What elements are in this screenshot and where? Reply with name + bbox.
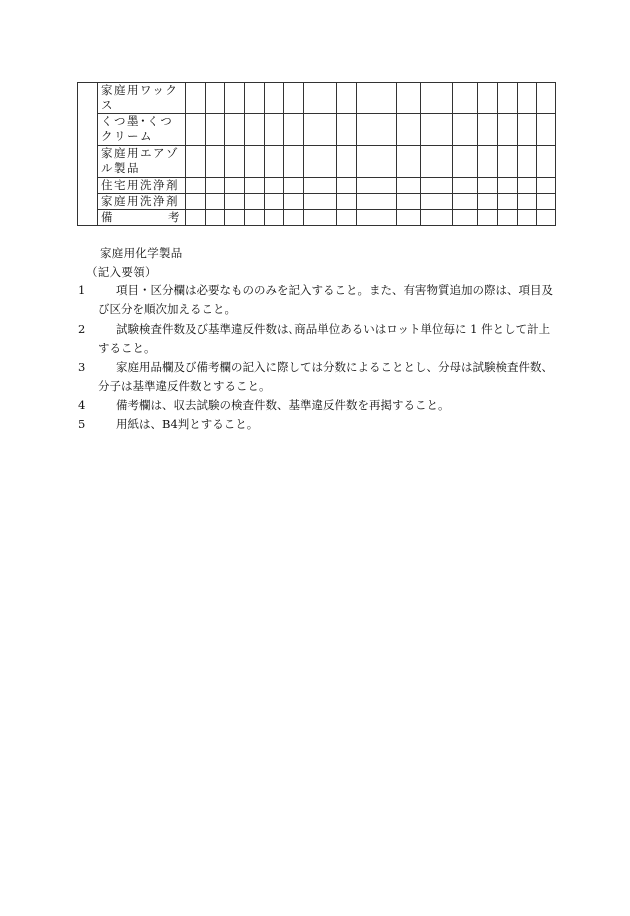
data-cell[interactable]	[397, 178, 421, 194]
data-cell[interactable]	[518, 194, 537, 210]
data-cell[interactable]	[421, 194, 453, 210]
data-cell[interactable]	[284, 194, 304, 210]
data-cell[interactable]	[453, 194, 478, 210]
data-cell[interactable]	[518, 210, 537, 226]
data-cell[interactable]	[206, 83, 225, 114]
note-number: 4	[78, 398, 86, 412]
data-cell[interactable]	[537, 146, 556, 178]
row-label: 家庭用ワックス	[98, 83, 186, 114]
row-label: 家庭用洗浄剤	[98, 194, 186, 210]
data-cell[interactable]	[498, 210, 518, 226]
notes-heading: （記入要領）	[86, 265, 157, 279]
data-cell[interactable]	[206, 178, 225, 194]
inspection-table	[77, 82, 556, 226]
data-cell[interactable]	[453, 146, 478, 178]
data-cell[interactable]	[537, 114, 556, 146]
data-cell[interactable]	[357, 210, 397, 226]
data-cell[interactable]	[537, 194, 556, 210]
data-cell[interactable]	[537, 210, 556, 226]
data-cell[interactable]	[357, 194, 397, 210]
data-cell[interactable]	[304, 83, 337, 114]
data-cell[interactable]	[186, 178, 206, 194]
data-cell[interactable]	[284, 83, 304, 114]
data-cell[interactable]	[304, 114, 337, 146]
data-cell[interactable]	[498, 114, 518, 146]
data-cell[interactable]	[206, 114, 225, 146]
data-cell[interactable]	[421, 83, 453, 114]
data-cell[interactable]	[284, 114, 304, 146]
data-cell[interactable]	[225, 210, 245, 226]
note-item	[78, 358, 558, 396]
note-text: 用紙は、B4判とすること。	[116, 417, 259, 431]
table-row	[78, 146, 556, 178]
category-cell	[78, 83, 98, 226]
data-cell[interactable]	[337, 210, 357, 226]
data-cell[interactable]	[186, 83, 206, 114]
note-number: 3	[78, 360, 86, 374]
data-cell[interactable]	[265, 146, 284, 178]
data-cell[interactable]	[186, 194, 206, 210]
note-number: 1	[78, 283, 86, 297]
row-label: 家庭用エアゾル製品	[98, 146, 186, 178]
note-item	[78, 396, 558, 415]
data-cell[interactable]	[284, 178, 304, 194]
row-label	[98, 210, 186, 226]
data-cell[interactable]	[478, 178, 498, 194]
data-cell[interactable]	[337, 83, 357, 114]
row-label: 住宅用洗浄剤	[98, 178, 186, 194]
data-cell[interactable]	[498, 194, 518, 210]
data-cell[interactable]	[421, 146, 453, 178]
data-cell[interactable]	[284, 210, 304, 226]
data-cell[interactable]	[397, 114, 421, 146]
data-cell[interactable]	[225, 83, 245, 114]
data-cell[interactable]	[397, 210, 421, 226]
data-cell[interactable]	[337, 146, 357, 178]
row-label: くつ墨･くつクリーム	[98, 114, 186, 146]
caption: 家庭用化学製品	[100, 246, 183, 260]
data-cell[interactable]	[206, 210, 225, 226]
data-cell[interactable]	[337, 194, 357, 210]
data-cell[interactable]	[206, 146, 225, 178]
data-cell[interactable]	[478, 210, 498, 226]
data-cell[interactable]	[453, 83, 478, 114]
note-number: 2	[78, 322, 86, 336]
data-cell[interactable]	[265, 83, 284, 114]
data-cell[interactable]	[245, 178, 265, 194]
data-cell[interactable]	[225, 146, 245, 178]
data-cell[interactable]	[265, 114, 284, 146]
data-cell[interactable]	[284, 146, 304, 178]
table-row	[78, 210, 556, 226]
data-cell[interactable]	[397, 83, 421, 114]
note-text: 備考欄は、収去試験の検査件数、基準違反件数を再掲すること。	[116, 398, 450, 412]
data-cell[interactable]	[421, 178, 453, 194]
data-cell[interactable]	[498, 83, 518, 114]
data-cell[interactable]	[478, 146, 498, 178]
table-row	[78, 83, 556, 114]
data-cell[interactable]	[421, 210, 453, 226]
data-cell[interactable]	[206, 194, 225, 210]
note-text: 試験検査件数及び基準違反件数は､商品単位あるいはロット単位毎に 1 件として計上すること。	[98, 322, 551, 355]
data-cell[interactable]	[265, 194, 284, 210]
data-cell[interactable]	[518, 178, 537, 194]
data-cell[interactable]	[225, 114, 245, 146]
data-cell[interactable]	[478, 83, 498, 114]
data-cell[interactable]	[337, 178, 357, 194]
remarks-label-2: 考	[168, 210, 181, 224]
data-cell[interactable]	[337, 114, 357, 146]
data-cell[interactable]	[498, 146, 518, 178]
data-cell[interactable]	[245, 146, 265, 178]
data-cell[interactable]	[245, 83, 265, 114]
data-cell[interactable]	[245, 210, 265, 226]
table-row	[78, 194, 556, 210]
data-cell[interactable]	[453, 114, 478, 146]
note-text: 項目・区分欄は必要なもののみを記入すること。また、有害物質追加の際は、項目及び区分を順次加えること。	[98, 283, 553, 316]
data-cell[interactable]	[186, 114, 206, 146]
data-cell[interactable]	[186, 210, 206, 226]
note-text: 家庭用品欄及び備考欄の記入に際しては分数によることとし、分母は試験検査件数、分子は基準違反件数とすること。	[98, 360, 553, 393]
data-cell[interactable]	[304, 210, 337, 226]
data-cell[interactable]	[357, 114, 397, 146]
data-cell[interactable]	[225, 194, 245, 210]
note-number: 5	[78, 417, 86, 431]
data-cell[interactable]	[397, 146, 421, 178]
data-cell[interactable]	[304, 178, 337, 194]
note-item	[78, 320, 558, 358]
data-cell[interactable]	[537, 83, 556, 114]
data-cell[interactable]	[225, 178, 245, 194]
data-cell[interactable]	[304, 146, 337, 178]
data-cell[interactable]	[478, 114, 498, 146]
data-cell[interactable]	[304, 194, 337, 210]
data-cell[interactable]	[453, 178, 478, 194]
data-cell[interactable]	[518, 83, 537, 114]
data-cell[interactable]	[478, 194, 498, 210]
data-cell[interactable]	[537, 178, 556, 194]
data-cell[interactable]	[245, 114, 265, 146]
data-cell[interactable]	[186, 146, 206, 178]
note-item	[78, 415, 558, 434]
data-cell[interactable]	[245, 194, 265, 210]
remarks-label-1: 備	[101, 210, 114, 224]
data-cell[interactable]	[421, 114, 453, 146]
data-cell[interactable]	[498, 178, 518, 194]
table-row	[78, 114, 556, 146]
data-cell[interactable]	[518, 114, 537, 146]
data-cell[interactable]	[265, 210, 284, 226]
data-cell[interactable]	[357, 146, 397, 178]
data-cell[interactable]	[357, 83, 397, 114]
data-cell[interactable]	[265, 178, 284, 194]
data-cell[interactable]	[453, 210, 478, 226]
table-row	[78, 178, 556, 194]
data-cell[interactable]	[357, 178, 397, 194]
data-cell[interactable]	[518, 146, 537, 178]
data-cell[interactable]	[397, 194, 421, 210]
note-item	[78, 281, 558, 319]
